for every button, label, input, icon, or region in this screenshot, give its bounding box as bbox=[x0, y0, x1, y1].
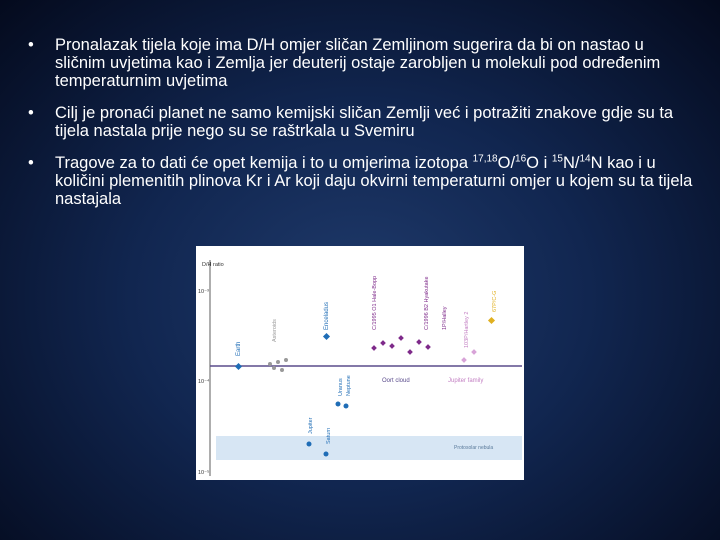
bullet-item bbox=[28, 154, 698, 208]
text-part: O/ bbox=[497, 154, 516, 172]
isotope-superscript: 15 bbox=[551, 153, 563, 165]
earth-label: Earth bbox=[236, 341, 242, 356]
bullet-marker: • bbox=[28, 36, 34, 54]
asteroids-label: Asteroids bbox=[272, 319, 278, 342]
jupiter-family-label: Jupiter family bbox=[448, 378, 484, 384]
text-part: N/ bbox=[562, 154, 580, 172]
text-part: O i bbox=[526, 154, 552, 172]
neptune-label: Neptune bbox=[346, 375, 352, 396]
enceladus-marker bbox=[323, 333, 330, 340]
bullet-marker: • bbox=[28, 154, 34, 172]
neptune-marker bbox=[344, 404, 349, 409]
bullet-text: Cilj je pronaći planet ne samo kemijski sličan Zemlji već i potražiti znakove gdje su ta tijela nastala prije nego su se raštrkala u Svemiru bbox=[55, 104, 674, 140]
bullet-text bbox=[55, 154, 692, 208]
oort-cloud-label: Oort cloud bbox=[382, 378, 410, 384]
y-tick-label: 10⁻⁵ bbox=[198, 470, 210, 476]
enceladus-label: Enceladus bbox=[324, 301, 330, 330]
bullet-marker: • bbox=[28, 104, 34, 122]
isotope-superscript: 14 bbox=[579, 153, 591, 165]
y-tick-label: 10⁻³ bbox=[198, 289, 209, 295]
isotope-superscript: 17,18 bbox=[472, 153, 498, 165]
saturn-label: Saturn bbox=[326, 427, 332, 444]
protosolar-label: Protosolar nebula bbox=[454, 445, 494, 451]
y-tick-label: 10⁻⁴ bbox=[198, 379, 210, 385]
uranus-marker bbox=[336, 402, 341, 407]
asteroid-markers bbox=[268, 358, 288, 372]
dh-ratio-plot bbox=[196, 246, 524, 480]
jupiter-family-markers bbox=[461, 349, 477, 363]
jupiter-marker bbox=[307, 442, 312, 447]
comet-label: 1P/Halley bbox=[442, 306, 448, 330]
saturn-marker bbox=[324, 452, 329, 457]
bullet-list bbox=[28, 36, 698, 222]
dh-ratio-figure bbox=[196, 246, 524, 480]
comet-label: C/1996 B2 Hyakutake bbox=[424, 276, 430, 330]
jupiter-label: Jupiter bbox=[308, 417, 314, 434]
text-part: N kao i u količini plemenitih plinova Kr i Ar koji daju okvirni temperaturni omjer u kojem su ta tijela nastajala bbox=[55, 154, 693, 208]
comet-label: C/1995 O1 Hale-Bopp bbox=[372, 275, 378, 330]
oort-comet-markers bbox=[371, 335, 431, 355]
comet-label: 67P/C-G bbox=[492, 290, 498, 312]
bullet-text: Pronalazak tijela koje ima D/H omjer sličan Zemljinom sugerira da bi on nastao u sličnim uvjetima kao i Zemlja jer deuterij ostaje zarobljen u molekuli pod određenim temperaturnim uvjetima bbox=[55, 36, 661, 90]
isotope-superscript: 16 bbox=[515, 153, 527, 165]
text-part: Tragove za to dati će opet kemija i to u omjerima izotopa bbox=[55, 154, 473, 172]
cg-marker bbox=[488, 317, 495, 324]
bullet-item bbox=[28, 36, 698, 90]
uranus-label: Uranus bbox=[338, 378, 344, 396]
comet-label: 103P/Hartley 2 bbox=[464, 311, 470, 348]
bullet-item bbox=[28, 104, 698, 140]
y-axis-label: D/H ratio bbox=[202, 262, 224, 268]
earth-marker bbox=[235, 363, 242, 370]
